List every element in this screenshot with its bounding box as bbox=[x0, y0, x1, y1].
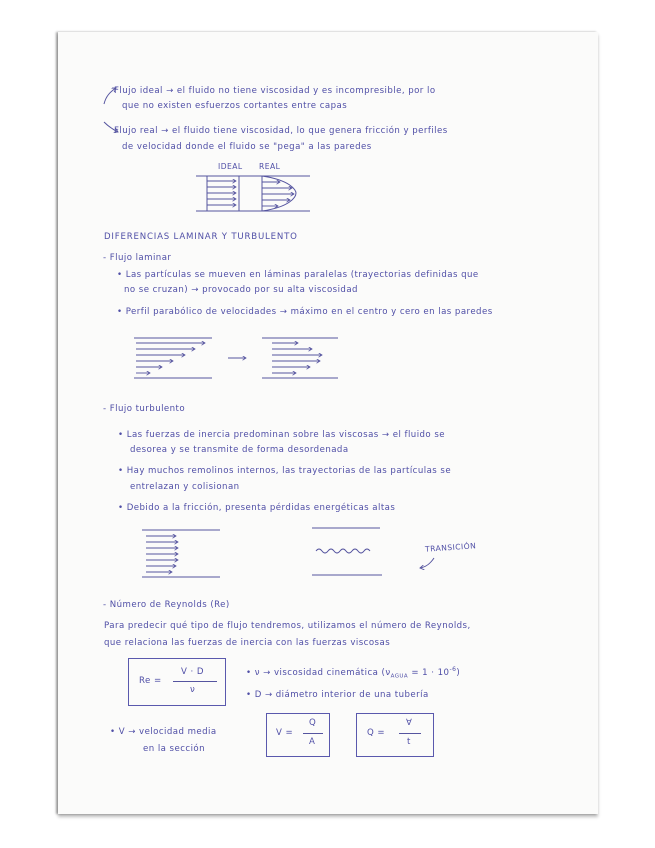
margin-arrow-icon-2 bbox=[104, 122, 118, 132]
v-formula-denominator: A bbox=[309, 737, 316, 747]
turbulento-bullet-2-line-1: • Hay muchos remolinos internos, las trayectorias de las partículas se bbox=[118, 466, 452, 476]
turbulento-bullet-2-line-2: entrelazan y colisionan bbox=[130, 482, 240, 492]
reynolds-paragraph-line-1: Para predecir qué tipo de flujo tendremos, utilizamos el número de Reynolds, bbox=[104, 621, 471, 631]
turbulent-flow-sketch bbox=[142, 528, 434, 577]
transition-label: TRANSICIÓN bbox=[424, 541, 477, 554]
def-nu-symbol: ν bbox=[385, 667, 391, 678]
v-formula-lhs: V = bbox=[276, 728, 294, 738]
v-formula-numerator: Q bbox=[309, 718, 317, 728]
def-nu-close: ) bbox=[456, 667, 461, 678]
ideal-label: IDEAL bbox=[218, 162, 243, 171]
q-formula-denominator: t bbox=[407, 737, 411, 747]
turbulento-bullet-3: • Debido a la fricción, presenta pérdidas energéticas altas bbox=[118, 503, 396, 513]
laminar-bullet-1-line-1: • Las partículas se mueven en láminas paralelas (trayectorias definidas que bbox=[117, 270, 479, 280]
def-nu-subscript: AGUA bbox=[390, 673, 409, 680]
laminar-flow-sketch bbox=[134, 338, 338, 378]
section-title: DIFERENCIAS LAMINAR Y TURBULENTO bbox=[104, 232, 298, 242]
flujo-ideal-line-1: Flujo ideal → el fluido no tiene viscosidad y es incompresible, por lo bbox=[114, 86, 436, 96]
turbulento-bullet-1-line-1: • Las fuerzas de inercia predominan sobre las viscosas → el fluido se bbox=[118, 430, 445, 440]
real-label: REAL bbox=[259, 162, 281, 171]
q-formula-lhs: Q = bbox=[367, 728, 386, 738]
def-d: • D → diámetro interior de una tubería bbox=[246, 690, 429, 700]
turbulento-bullet-1-line-2: desorea y se transmite de forma desordenada bbox=[130, 445, 349, 455]
laminar-bullet-2: • Perfil parabólico de velocidades → máximo en el centro y cero en las paredes bbox=[117, 307, 493, 317]
ideal-real-profile-sketch bbox=[196, 176, 310, 211]
laminar-bullet-1-line-2: no se cruzan) → provocado por su alta viscosidad bbox=[124, 285, 358, 295]
flujo-real-line-2: de velocidad donde el fluido se "pega" a las paredes bbox=[122, 142, 372, 152]
formula-numerator: V · D bbox=[181, 667, 204, 677]
turbulento-heading: - Flujo turbulento bbox=[103, 404, 186, 414]
formula-lhs: Re = bbox=[139, 676, 162, 686]
q-formula-numerator: ∀ bbox=[406, 718, 413, 728]
margin-arrow-icon-1 bbox=[104, 88, 116, 104]
flujo-ideal-line-2: que no existen esfuerzos cortantes entre capas bbox=[122, 101, 348, 111]
def-nu-value: = 1 · 10 bbox=[411, 667, 450, 678]
def-v-line-2: en la sección bbox=[143, 744, 206, 754]
laminar-heading: - Flujo laminar bbox=[103, 253, 172, 263]
reynolds-paragraph-line-2: que relaciona las fuerzas de inercia con las fuerzas viscosas bbox=[104, 638, 391, 648]
formula-denominator: ν bbox=[190, 685, 196, 695]
def-nu-exponent: -6 bbox=[449, 666, 457, 673]
reynolds-heading: - Número de Reynolds (Re) bbox=[103, 600, 230, 610]
def-nu-text: • ν → viscosidad cinemática ( bbox=[246, 667, 386, 678]
flujo-real-line-1: Flujo real → el fluido tiene viscosidad, lo que genera fricción y perfiles bbox=[114, 126, 448, 136]
def-v-line-1: • V → velocidad media bbox=[110, 727, 217, 737]
